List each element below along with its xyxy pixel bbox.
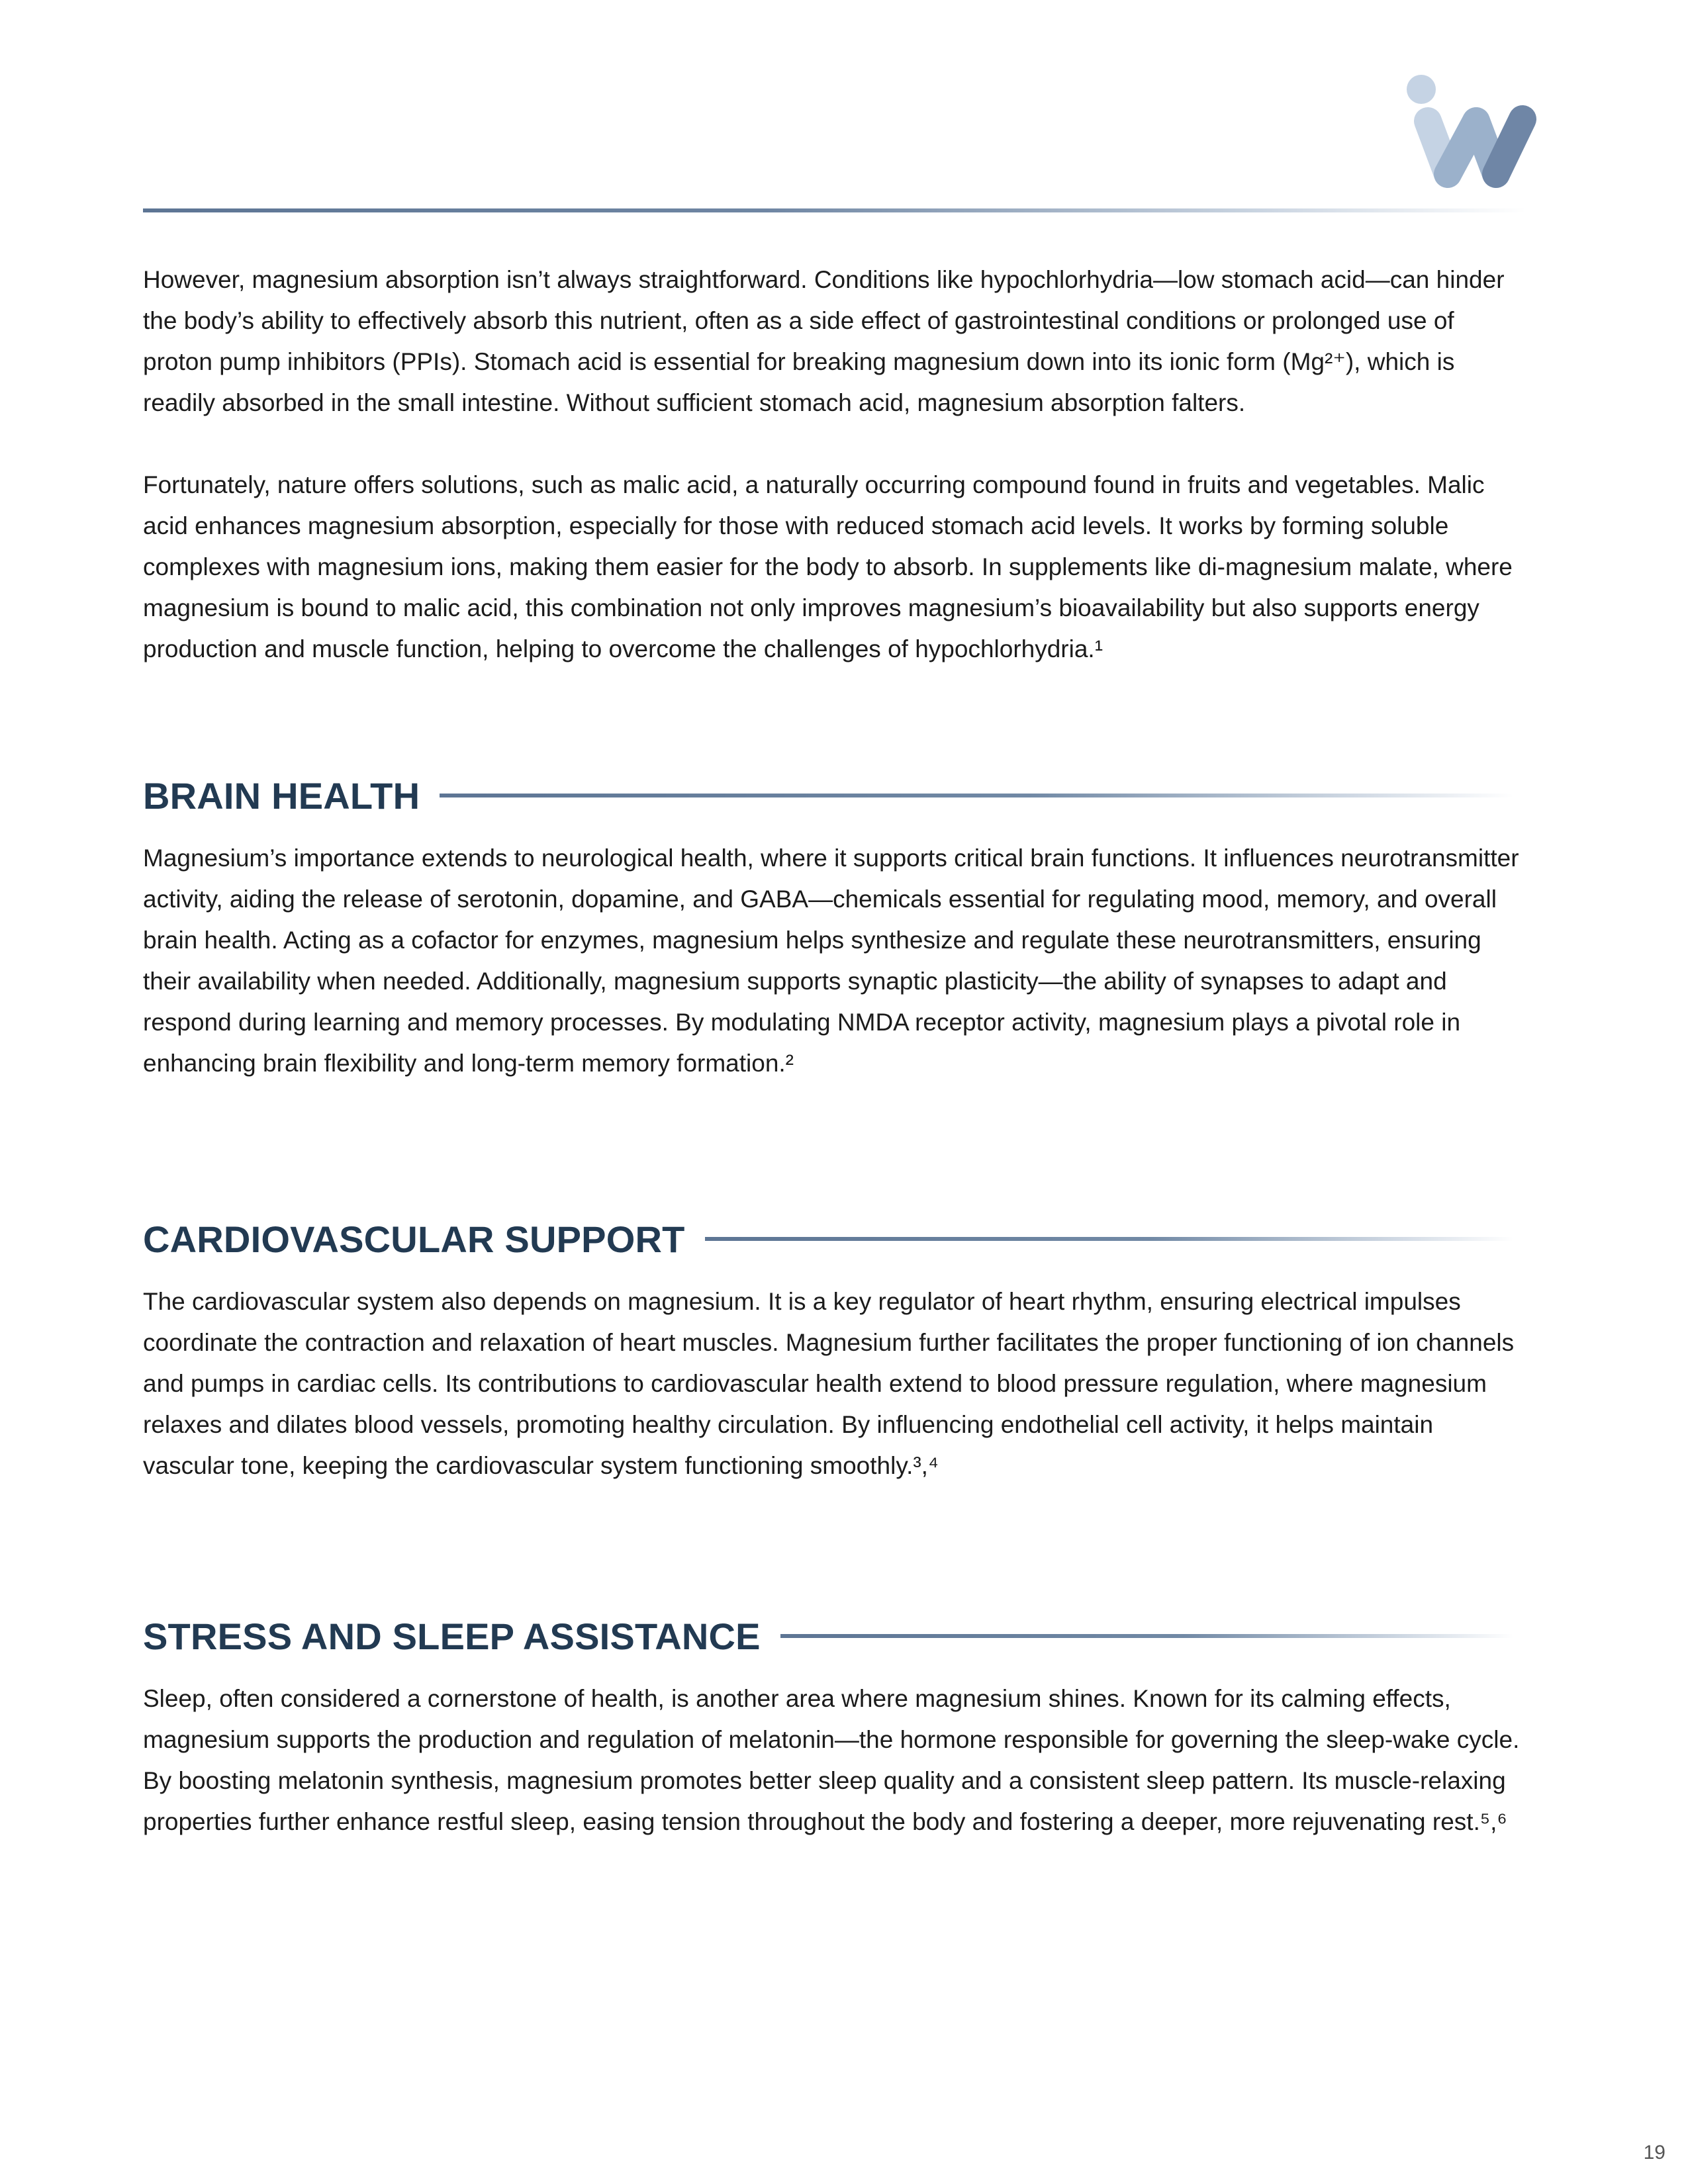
section-rule (705, 1237, 1513, 1241)
brand-logo-svg (1407, 71, 1539, 191)
section-body-cardiovascular-support: The cardiovascular system also depends on magnesium. It is a key regulator of heart rhythm, ensuring electrical impulses coordinate the contraction and relaxation of heart muscles. Magnesium further facilitates the proper functioning of ion channels and pumps in cardiac cells. Its contributions to cardiovascular health extend to blood pressure regulation, where magnesium relaxes and dilates blood vessels, promoting healthy circulation. By influencing endothelial cell activity, it helps maintain vascular tone, keeping the cardiovascular system functioning smoothly.³,⁴ (143, 1288, 1515, 1479)
brand-logo-icon (1407, 71, 1539, 191)
section-rule (780, 1634, 1513, 1638)
section-rule (440, 794, 1513, 797)
logo-dot (1407, 75, 1436, 104)
heading-spacer (143, 1662, 1526, 1678)
section-body-stress-and-sleep: Sleep, often considered a cornerstone of health, is another area where magnesium shines. Known for its calming effects, magnesium supports the production and regulation of melatonin—the hormone responsible for governing the sleep-wake cycle. By boosting melatonin synthesis, magnesium promotes better sleep quality and a consistent sleep pattern. Its muscle-relaxing properties further enhance restful sleep, easing tension throughout the body and fostering a deeper, more rejuvenating rest.⁵,⁶ (143, 1685, 1520, 1835)
logo-stroke-dark (1496, 119, 1523, 174)
intro-paragraph-2: Fortunately, nature offers solutions, such as malic acid, a naturally occurring compound found in fruits and vegetables. Malic acid enhances magnesium absorption, especially for those with reduced stomach acid levels. It works by forming soluble complexes with magnesium ions, making them easier for the body to absorb. In supplements like di-magnesium malate, where magnesium is bound to malic acid, this combination not only improves magnesium’s bioavailability but also supports energy production and muscle function, helping to overcome the challenges of hypochlorhydria.¹ (143, 471, 1513, 662)
intro-paragraph-1: However, magnesium absorption isn’t always straightforward. Conditions like hypochlorhydria—low stomach acid—can hinder the body’s ability to effectively absorb this nutrient, often as a side effect of gastrointestinal conditions or prolonged use of proton pump inhibitors (PPIs). Stomach acid is essential for breaking magnesium down into its ionic form (Mg²⁺), which is readily absorbed in the small intestine. Without sufficient stomach acid, magnesium absorption falters. (143, 266, 1505, 416)
section-title: CARDIOVASCULAR SUPPORT (143, 1218, 685, 1260)
section-spacer (143, 670, 1526, 769)
section-spacer (143, 1084, 1526, 1212)
section-header-stress-and-sleep (143, 1610, 1526, 1662)
heading-spacer (143, 1265, 1526, 1281)
section-header-cardiovascular-support (143, 1212, 1526, 1265)
header-rule (143, 208, 1526, 212)
section-spacer (143, 1486, 1526, 1610)
section-header-brain-health (143, 769, 1526, 822)
section-body-brain-health: Magnesium’s importance extends to neurological health, where it supports critical brain functions. It influences neurotransmitter activity, aiding the release of serotonin, dopamine, and GABA—chemicals essential for regulating mood, memory, and overall brain health. Acting as a cofactor for enzymes, magnesium helps synthesize and regulate these neurotransmitters, ensuring their availability when needed. Additionally, magnesium supports synaptic plasticity—the ability of synapses to adapt and respond during learning and memory processes. By modulating NMDA receptor activity, magnesium plays a pivotal role in enhancing brain flexibility and long-term memory formation.² (143, 844, 1519, 1077)
section-title: BRAIN HEALTH (143, 774, 420, 817)
page-content (143, 259, 1526, 1843)
page-number: 19 (1643, 2142, 1665, 2163)
heading-spacer (143, 822, 1526, 838)
paragraph-spacer (143, 424, 1526, 465)
section-title: STRESS AND SLEEP ASSISTANCE (143, 1615, 761, 1657)
